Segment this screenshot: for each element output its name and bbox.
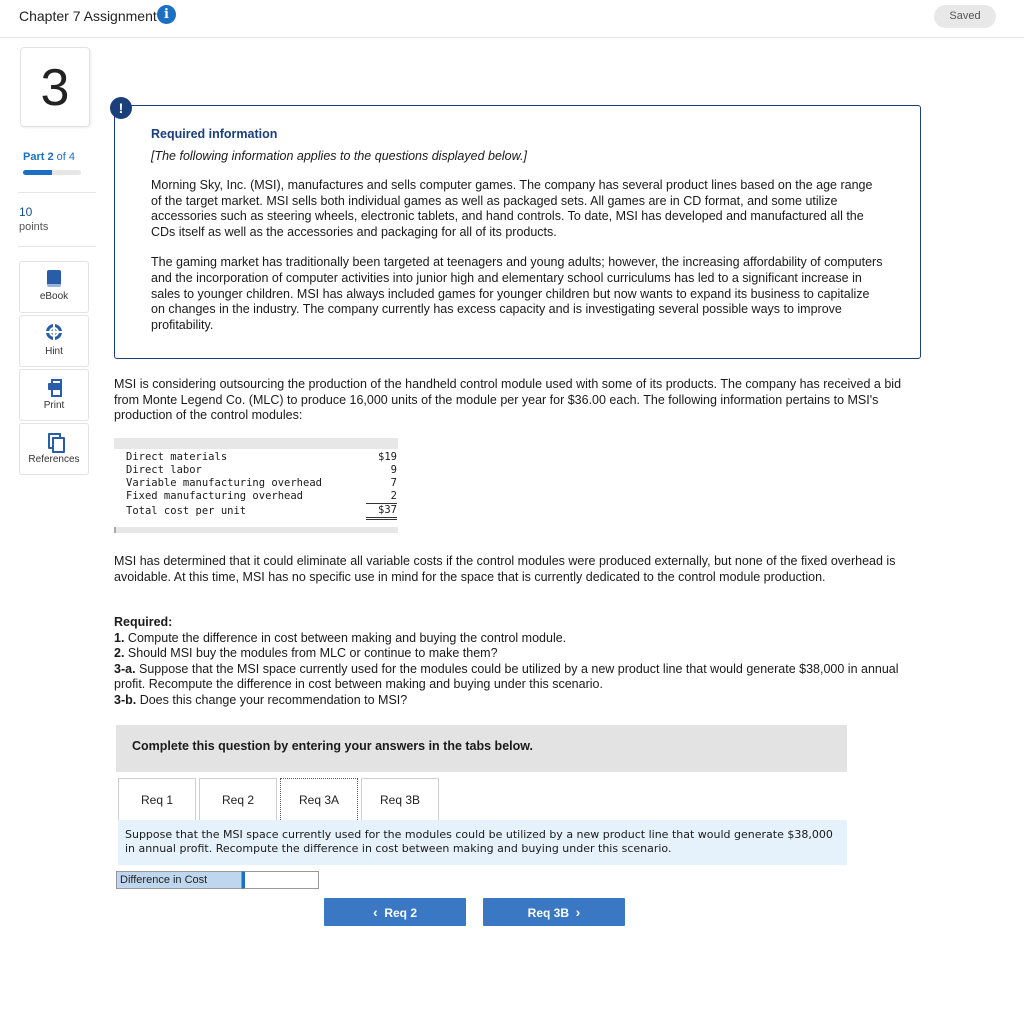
hint-button[interactable] (19, 315, 89, 367)
instruction-bar: Complete this question by entering your answers in the tabs below. (116, 725, 847, 772)
print-label: Print (43, 400, 65, 411)
lifebuoy-icon (46, 324, 62, 342)
required-list (114, 615, 914, 709)
list-item (114, 646, 914, 662)
item-text: Suppose that the MSI space currently used for the modules could be utilized by a new product line that would generate $38,000 in annual profit. Recompute the difference in cost between making and buying under this scenario. (114, 661, 899, 692)
list-item (114, 693, 914, 709)
divider (18, 246, 96, 247)
next-button-label: Req 3B (527, 906, 569, 920)
points-value: 10 (19, 205, 33, 219)
chevron-left-icon: ‹ (372, 904, 378, 920)
table-row (126, 464, 397, 477)
item-number: 3-a. (114, 661, 136, 676)
list-item (114, 662, 914, 693)
difference-in-cost-input[interactable] (242, 871, 319, 889)
required-info-paragraph: The gaming market has traditionally been targeted at teenagers and young adults; however, the increasing affordability of computers and the incorporation of computer activities into junior high and elementary school curriculums has led to a significant increase in sales to younger children. MSI has always included games for younger children but now wants to expand its business to capitalize on changes in the industry. The company currently has excess capacity and is investigating several possible ways to improve profitability. (151, 255, 883, 332)
tab-req-3b[interactable]: Req 3B (361, 778, 439, 820)
part-current: 2 (47, 151, 54, 163)
item-number: 2. (114, 646, 125, 661)
references-button[interactable] (19, 423, 89, 475)
references-label: References (28, 454, 80, 465)
part-progress-bar (23, 170, 81, 175)
part-total: of 4 (56, 151, 76, 163)
table-row (126, 451, 397, 464)
book-icon (47, 270, 61, 287)
cost-label: Variable manufacturing overhead (126, 477, 322, 489)
scenario-text: Suppose that the MSI space currently used for the modules could be utilized by a new product line that would generate $38,000 in annual profit. Recompute the difference in cost between making and buying under this scenario. (118, 820, 847, 865)
difference-in-cost-label: Difference in Cost (116, 871, 242, 889)
item-text: Should MSI buy the modules from MLC or continue to make them? (124, 646, 498, 661)
question-number: 3 (20, 47, 90, 127)
cost-value: 2 (366, 490, 397, 504)
cost-table-grid (126, 451, 397, 520)
required-heading: Required: (114, 615, 173, 629)
tab-req-3a[interactable]: Req 3A (280, 778, 358, 820)
saved-badge: Saved (934, 5, 996, 28)
list-item (114, 631, 914, 647)
cost-table (114, 438, 398, 533)
tab-req-1[interactable]: Req 1 (118, 778, 196, 820)
part-progress-fill (23, 170, 52, 175)
hint-label: Hint (45, 346, 63, 357)
next-req-button[interactable] (483, 898, 625, 926)
ebook-button[interactable] (19, 261, 89, 313)
cost-label: Fixed manufacturing overhead (126, 490, 304, 503)
prev-button-label: Req 2 (384, 906, 418, 920)
question-after-table: MSI has determined that it could eliminate all variable costs if the control modules were produced externally, but none of the fixed overhead is avoidable. At this time, MSI has no specific use in mind for the space that is currently dedicated to the control module production. (114, 554, 896, 584)
table-row (126, 477, 397, 490)
ebook-label: eBook (39, 291, 69, 302)
points-label: points (19, 221, 49, 233)
table-footer-bar (114, 527, 398, 533)
required-information-box (114, 105, 921, 359)
cost-value: 9 (390, 464, 397, 476)
required-info-note: [The following information applies to the questions displayed below.] (151, 149, 527, 163)
item-number: 3-b. (114, 692, 137, 707)
alert-icon: ! (110, 97, 132, 119)
item-text: Compute the difference in cost between making and buying the control module. (124, 630, 567, 645)
tab-req-2[interactable]: Req 2 (199, 778, 277, 820)
print-button[interactable] (19, 369, 89, 421)
top-bar (0, 0, 1024, 38)
cost-value: 7 (390, 477, 397, 489)
item-text: Does this change your recommendation to MSI? (136, 692, 408, 707)
required-info-paragraph: Morning Sky, Inc. (MSI), manufactures and sells computer games. The company has several product lines based on the age range of the target market. MSI sells both individual games as well as packaged sets. All games are in CD format, and some utilize accessories such as steering wheels, electronic tablets, and hand controls. To date, MSI has developed and manufactured all the CDs itself as well as the accessories and packaging for all of its products. (151, 178, 873, 239)
table-row-total (126, 504, 397, 519)
divider (18, 192, 96, 193)
cost-label: Total cost per unit (126, 504, 247, 517)
assignment-title: Chapter 7 Assignment (19, 8, 157, 24)
question-intro: MSI is considering outsourcing the production of the handheld control module used with some of its products. The company has received a bid from Monte Legend Co. (MLC) to produce 16,000 units of the module per year for $36.00 each. The following information pertains to MSI's production of the control modules: (114, 377, 902, 423)
table-row (126, 490, 397, 504)
part-indicator (23, 151, 75, 163)
part-label: Part (23, 151, 45, 163)
printer-icon (46, 378, 62, 396)
cost-value: $37 (366, 504, 397, 519)
chevron-right-icon: › (575, 904, 581, 920)
cost-label: Direct materials (126, 451, 228, 463)
cost-label: Direct labor (126, 464, 202, 476)
documents-icon (46, 432, 62, 450)
prev-req-button[interactable] (324, 898, 466, 926)
table-header-bar (114, 438, 398, 449)
item-number: 1. (114, 630, 125, 645)
info-icon[interactable]: i (157, 5, 176, 24)
cost-value: $19 (378, 451, 397, 463)
required-info-heading: Required information (151, 127, 278, 141)
